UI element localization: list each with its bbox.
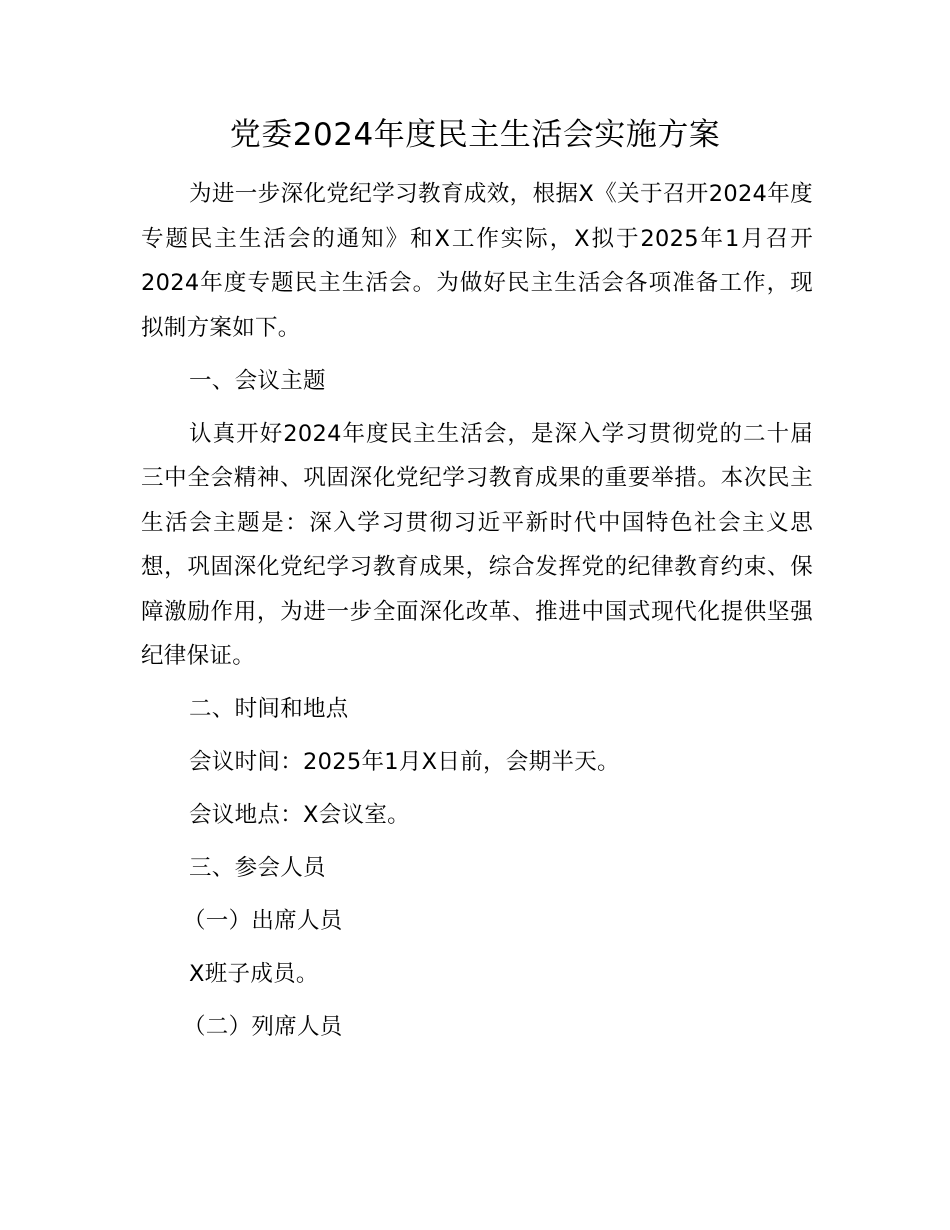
intro-paragraph: 为进一步深化党纪学习教育成效，根据X《关于召开2024年度专题民主生活会的通知》和X工作实际，X拟于2025年1月召开2024年度专题民主生活会。为做好民主生活会各项准备工作，现拟制方案如下。 xyxy=(141,181,813,341)
subheading-observers: （二）列席人员 xyxy=(183,1014,343,1040)
section-heading-attendees: 三、参会人员 xyxy=(189,855,326,881)
subheading-attendees: （一）出席人员 xyxy=(183,908,343,934)
document-title: 党委2024年度民主生活会实施方案 xyxy=(229,117,721,153)
section-heading-theme: 一、会议主题 xyxy=(189,367,326,394)
document-body xyxy=(141,172,813,1050)
meeting-place-line: 会议地点：X会议室。 xyxy=(189,802,410,828)
meeting-time-line: 会议时间：2025年1月X日前，会期半天。 xyxy=(189,749,620,775)
section-heading-time-place: 二、时间和地点 xyxy=(189,696,349,722)
theme-paragraph: 认真开好2024年度民主生活会，是深入学习贯彻党的二十届三中全会精神、巩固深化党纪学习教育成果的重要举措。本次民主生活会主题是：深入学习贯彻习近平新时代中国特色社会主义思想，巩固深化党纪学习教育成果，综合发挥党的纪律教育约束、保障激励作用，为进一步全面深化改革、推进中国式现代化提供坚强纪律保证。 xyxy=(141,420,813,669)
attendees-line: X班子成员。 xyxy=(189,961,319,987)
